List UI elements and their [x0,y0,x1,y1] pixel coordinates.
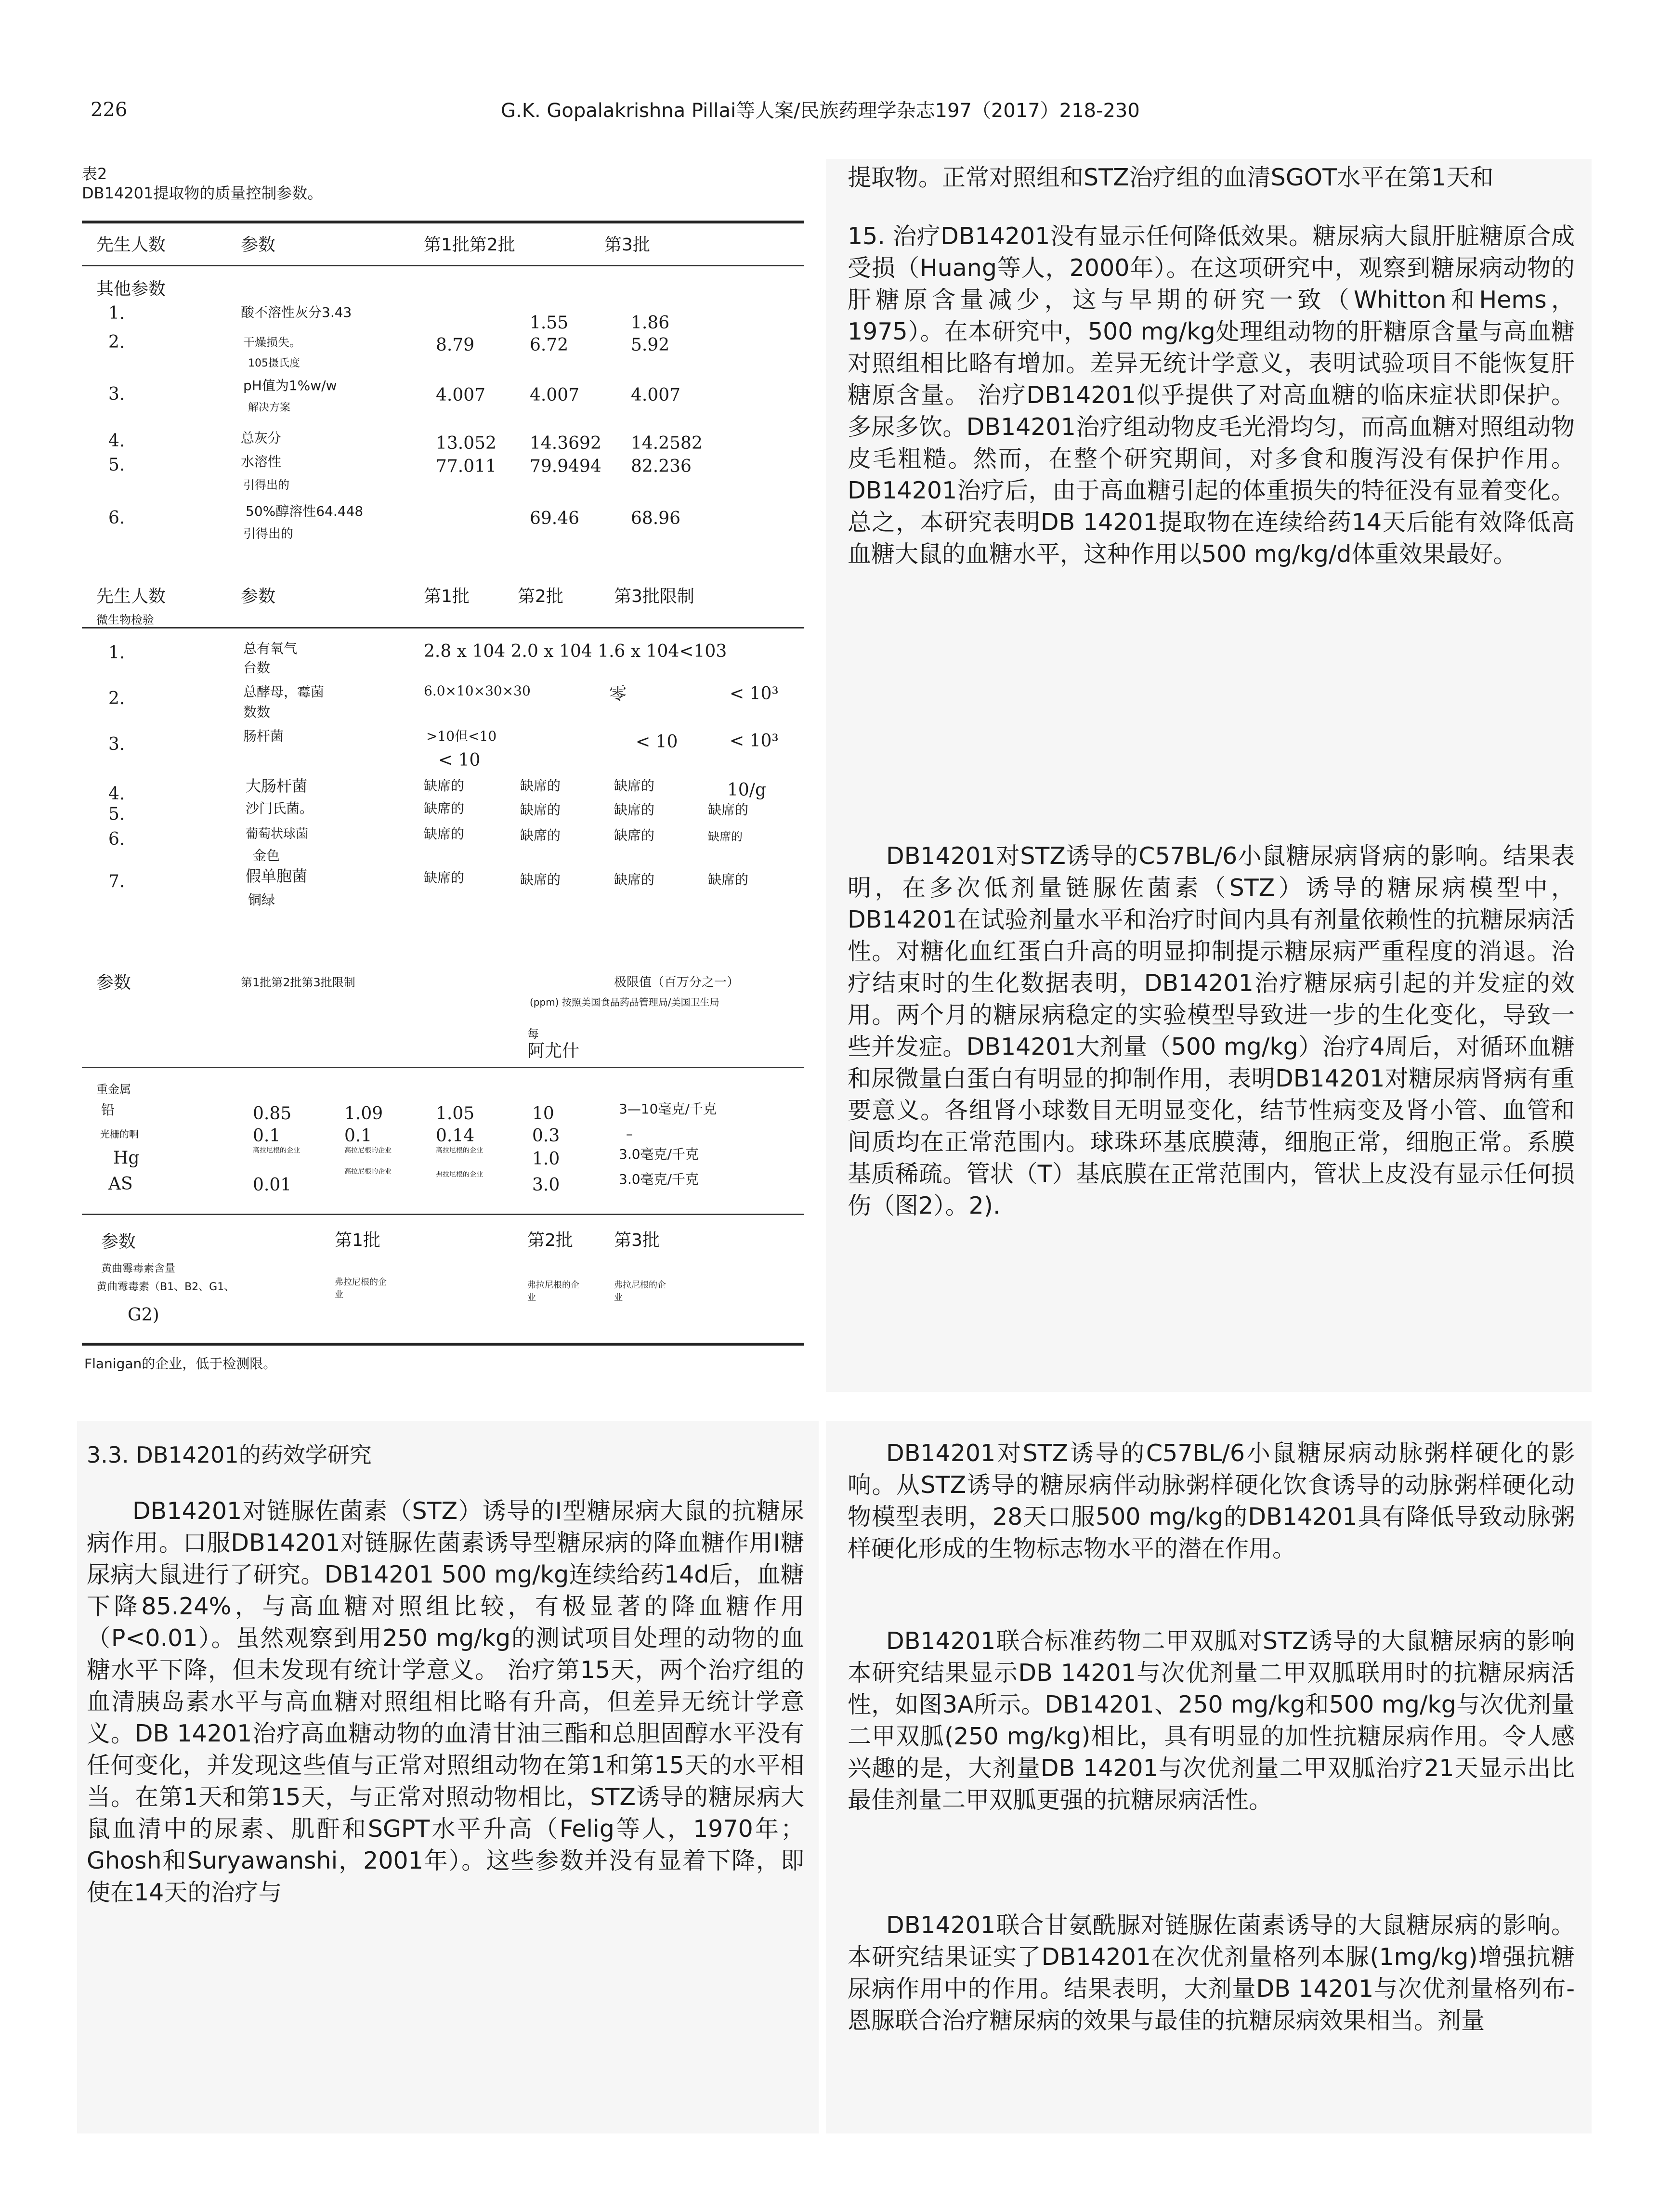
row-v3: 缺席的 [614,778,655,794]
row-param: 假单胞菌 [246,867,308,885]
s4-v2: 弗拉尼根的企业 [527,1280,579,1303]
page-number: 226 [91,99,128,121]
s4-head-param: 参数 [101,1232,136,1252]
s4-head-b3: 第3批 [614,1230,660,1250]
row-limit2: 3.0毫克/千克 [619,1146,699,1162]
row-v1: 缺席的 [424,826,465,842]
row-sub: 引得出的 [243,527,294,541]
row-v3: 缺席的 [614,802,655,818]
row-v3: 14.2582 [631,433,703,453]
row-v2: < 10 [636,732,678,752]
s3-head-rule [82,1067,804,1068]
s3-head-per: 每 [527,1027,539,1041]
row-v2: 缺席的 [520,778,561,794]
paragraph-nephropathy: DB14201对STZ诱导的C57BL/6小鼠糖尿病肾病的影响。结果表明，在多次低剂量链脲佐菌素（STZ）诱导的糖尿病模型中，DB14201在试验剂量水平和治疗时间内具有剂量依赖性的抗糖尿病活性。对糖化血红蛋白升高的明显抑制提示糖尿病严重程度的消退。治疗结束时的生化数据表明，DB14201治疗糖尿病引起的并发症的效用。两个月的糖尿病稳定的实验模型导致进一步的生化变化，导致一些并发症。DB14201大剂量（500 mg/kg）治疗4周后，对循环血糖和尿微量白蛋白有明显的抑制作用，表明DB14201对糖尿病肾病有重要意义。各组肾小球数目无明显变化，结节性病变及肾小管、血管和间质均在正常范围内。球珠环基底膜薄，细胞正常，细胞正常。系膜基质稀疏。管状（T）基底膜在正常范围内，管状上皮没有显示任何损伤（图2）。2). [848,842,1575,1219]
row-no: 1. [108,303,125,323]
row-limit: 缺席的 [708,802,749,818]
row-param: pH值为1%w/w [243,378,337,393]
paragraph-atherosclerosis: DB14201对STZ诱导的C57BL/6小鼠糖尿病动脉粥样硬化的影响。从STZ诱导的糖尿病伴动脉粥样硬化饮食诱导的动脉粥样硬化动物模型表明，28天口服500 mg/kg的DB14201具有降低导致动脉粥样硬化形成的生物标志物水平的潜在作用。 [848,1440,1575,1562]
row-v3: 高拉尼根的企业 [436,1147,483,1154]
row-param: 水溶性 [241,454,282,470]
row-v2: 缺席的 [520,802,561,818]
row-sub: 台数 [243,660,271,676]
row-param: 总有氧气 [243,641,298,656]
row-param: 葡萄状球菌 [246,827,309,841]
row-no: 2. [108,689,125,708]
row-v2: 高拉尼根的企业 [344,1147,392,1154]
s1-head-batch3: 第3批 [604,235,650,255]
s4-top-rule [82,1214,804,1215]
row-no: 2. [108,332,125,352]
row-sub: 引得出的 [243,478,289,492]
s2-head-rule [82,627,804,628]
row-no: 6. [108,508,125,528]
row-v2: 缺席的 [520,872,561,888]
row-v1: 缺席的 [424,870,465,886]
row-v2: 79.9494 [530,457,601,476]
row-v1: 高拉尼根的企业 [253,1147,300,1154]
row-sub: 金色 [253,848,280,864]
row-v1: 缺席的 [424,800,465,816]
s2-head-param: 参数 [241,587,276,606]
row-limit: 1.0 [532,1149,560,1169]
row-v2: 6.72 [530,335,569,355]
row-v3: 0.14 [436,1126,475,1146]
s4-param: 黄曲霉毒素（B1、B2、G1、 [96,1281,235,1293]
row-no: 5. [108,455,125,475]
paragraph-metformin: DB14201联合标准药物二甲双胍对STZ诱导的大鼠糖尿病的影响本研究结果显示DB 14201与次优剂量二甲双胍联用时的抗糖尿病活性，如图3A所示。DB14201、250 mg/kg和500 mg/kg与次优剂量二甲双胍(250 mg/kg)相比，具有明显的加性抗糖尿病作用。令人感兴趣的是，大剂量DB 14201与次优剂量二甲双胍治疗21天显示出比最佳剂量二甲双胍更强的抗糖尿病活性。 [848,1627,1575,1814]
table-2 [82,164,809,1382]
table-footnote: Flanigan的企业，低于检测限。 [84,1356,277,1372]
row-param: 大肠杆菌 [246,777,308,795]
row-no: 4. [108,784,125,804]
s2-head-b3lim: 第3批限制 [614,587,694,606]
s4-v1: 弗拉尼根的企业 [335,1277,387,1300]
row-limit: 0.3 [532,1126,560,1146]
s1-head-param: 参数 [241,235,276,255]
row-v1: 8.79 [436,335,475,355]
row-no: 7. [108,872,125,891]
row-v2: 4.007 [530,385,580,405]
table-caption: DB14201提取物的质量控制参数。 [82,184,323,202]
row-sub: 105摄氏度 [248,357,300,369]
row-limit: 10 [532,1104,554,1124]
s1-head-rule [82,265,804,266]
row-v1: 0.1 [253,1126,281,1146]
row-v3: 缺席的 [614,872,655,888]
row-v2: 高拉尼根的企业 [344,1168,392,1176]
row-limit2: – [626,1126,633,1142]
row-param: 50%醇溶性64.448 [246,503,364,519]
row-limit2: 3.0毫克/千克 [619,1171,699,1187]
s3-head-batches: 第1批第2批第3批限制 [241,976,355,989]
row-v1: 0.01 [253,1175,292,1195]
row-v3: 82.236 [631,457,692,476]
row-param: 总灰分 [241,430,282,446]
row-param: 光栅的啊 [100,1128,139,1140]
row-v1: 4.007 [436,385,486,405]
row-param: 铅 [101,1102,115,1118]
table-bottom-rule [82,1343,804,1346]
row-limit: < 10³ [730,684,779,704]
row-sub: 铜绿 [248,892,275,908]
row-param: 酸不溶性灰分3.43 [241,304,352,320]
row-limit: 缺席的 [708,872,749,888]
row-v1: 0.85 [253,1104,292,1124]
row-sub: 解决方案 [248,402,291,414]
row-v2: 0.1 [344,1126,372,1146]
s2-head-b1: 第1批 [424,587,470,606]
s4-v3: 弗拉尼根的企业 [614,1280,666,1303]
row-v1: 6.0×10×30×30 [424,683,531,699]
s4-group: 黄曲霉毒素含量 [101,1263,176,1275]
row-limit: 10/g [727,780,766,800]
s3-head-param: 参数 [96,973,131,993]
row-v3: 1.86 [631,313,670,333]
row-param: AS [108,1174,133,1194]
row-param: 总酵母，霉菌 [243,684,325,700]
table-label: 表2 [82,165,107,183]
s1-head-no: 先生人数 [96,235,166,255]
row-v3: 68.96 [631,509,681,528]
row-limit2: 3—10毫克/千克 [619,1101,717,1117]
row-v3: 弗拉尼根的企业 [436,1171,483,1178]
row-no: 4. [108,431,125,451]
row-sub: 数数 [243,704,271,720]
row-no: 6. [108,829,125,849]
s1-head-batch12: 第1批第2批 [424,235,515,255]
s3-head-limit: 极限值（百万分之一） [614,975,740,990]
row-param: 干燥损失。 [243,336,301,349]
row-v1b: < 10 [438,750,481,770]
row-v1: 13.052 [436,433,496,453]
s4-head-b2: 第2批 [527,1230,573,1250]
paragraph-glibenclamide: DB14201联合甘氨酰脲对链脲佐菌素诱导的大鼠糖尿病的影响。本研究结果证实了DB14201在次优剂量格列本脲(1mg/kg)增强抗糖尿病作用中的作用。结果表明，大剂量DB 14201与次优剂量格列布-恩脲联合治疗糖尿病的效果与最佳的抗糖尿病效果相当。剂量 [848,1911,1575,2034]
row-v1: >10但<10 [426,728,497,744]
row-v3: 缺席的 [614,827,655,843]
row-limit: 缺席的 [708,830,743,843]
s3-group: 重金属 [96,1083,131,1096]
row-limit: < 10³ [730,731,779,751]
row-values: 2.8 x 104 2.0 x 104 1.6 x 104<103 [424,641,727,661]
row-v3: 5.92 [631,335,670,355]
row-no: 3. [108,734,125,754]
s2-head-no: 先生人数 [96,587,166,606]
row-v2: 14.3692 [530,433,601,453]
row-v1: 缺席的 [424,778,465,794]
row-no: 5. [108,804,125,824]
row-v2: 69.46 [530,509,580,528]
row-v3: 1.05 [436,1104,475,1124]
section-heading: 3.3. DB14201的药效学研究 [87,1442,372,1468]
s2-head-b2: 第2批 [518,587,563,606]
row-v3: 4.007 [631,385,681,405]
row-v2: 1.55 [530,313,569,333]
s3-head-limit-sub: (ppm) 按照美国食品药品管理局/美国卫生局 [530,996,719,1008]
paragraph-continued: 提取物。正常对照组和STZ治疗组的血清SGOT水平在第1天和 [848,164,1494,191]
paragraph-liver-glycogen: 15. 治疗DB14201没有显示任何降低效果。糖尿病大鼠肝脏糖原合成受损（Huang等人，2000年）。在这项研究中，观察到糖尿病动物的肝糖原含量减少，这与早期的研究一致（Whitton和Hems，1975）。在本研究中，500 mg/kg处理组动物的肝糖原含量与高血糖对照组相比略有增加。差异无统计学意义，表明试验项目不能恢复肝糖原含量。 治疗DB14201似乎提供了对高血糖的临床症状即保护。多尿多饮。DB14201治疗组动物皮毛光滑均匀，而高血糖对照组动物皮毛粗糙。然而，在整个研究期间，对多食和腹泻没有保护作用。DB14201治疗后，由于高血糖引起的体重损失的特征没有显着变化。总之，本研究表明DB 14201提取物在连续给药14天后能有效降低高血糖大鼠的血糖水平，这种作用以500 mg/kg/d体重效果最好。 [848,223,1575,568]
row-v2: 1.09 [344,1104,383,1124]
row-param: 沙门氏菌。 [246,800,314,816]
row-v2: 缺席的 [520,827,561,843]
row-param: 肠杆菌 [243,728,284,744]
table-top-rule [82,221,804,223]
paragraph-stz-type1: DB14201对链脲佐菌素（STZ）诱导的I型糖尿病大鼠的抗糖尿病作用。口服DB14201对链脲佐菌素诱导型糖尿病的降血糖作用I糖尿病大鼠进行了研究。DB14201 500 mg/kg连续给药14d后，血糖下降85.24%，与高血糖对照组比较，有极显著的降血糖作用（P<0.01）。虽然观察到用250 mg/kg的测试项目处理的动物的血糖水平下降，但未发现有统计学意义。 治疗第15天，两个治疗组的血清胰岛素水平与高血糖对照组相比略有升高，但差异无统计学意义。DB 14201治疗高血糖动物的血清甘油三酯和总胆固醇水平没有任何变化，并发现这些值与正常对照组动物在第1和第15天的水平相当。在第1天和第15天，与正常对照动物相比，STZ诱导的糖尿病大鼠血清中的尿素、肌酐和SGPT水平升高（Felig等人，1970年；Ghosh和Suryawanshi，2001年）。这些参数并没有显着下降，即使在14天的治疗与 [87,1497,804,1906]
row-param: Hg [113,1148,140,1168]
row-limit: 3.0 [532,1175,560,1195]
row-no: 3. [108,384,125,404]
s4-param2: G2) [128,1305,159,1325]
row-v1: 77.011 [436,457,496,476]
row-no: 1. [108,643,125,663]
row-v2: 零 [609,684,627,704]
running-header: G.K. Gopalakrishna Pillai等人案/民族药理学杂志197（2017）218-230 [501,100,1140,122]
s2-group: 微生物检验 [96,613,154,627]
s4-head-b1: 第1批 [335,1230,380,1250]
s1-group: 其他参数 [96,279,166,299]
s3-head-ayush: 阿尤什 [527,1041,580,1061]
